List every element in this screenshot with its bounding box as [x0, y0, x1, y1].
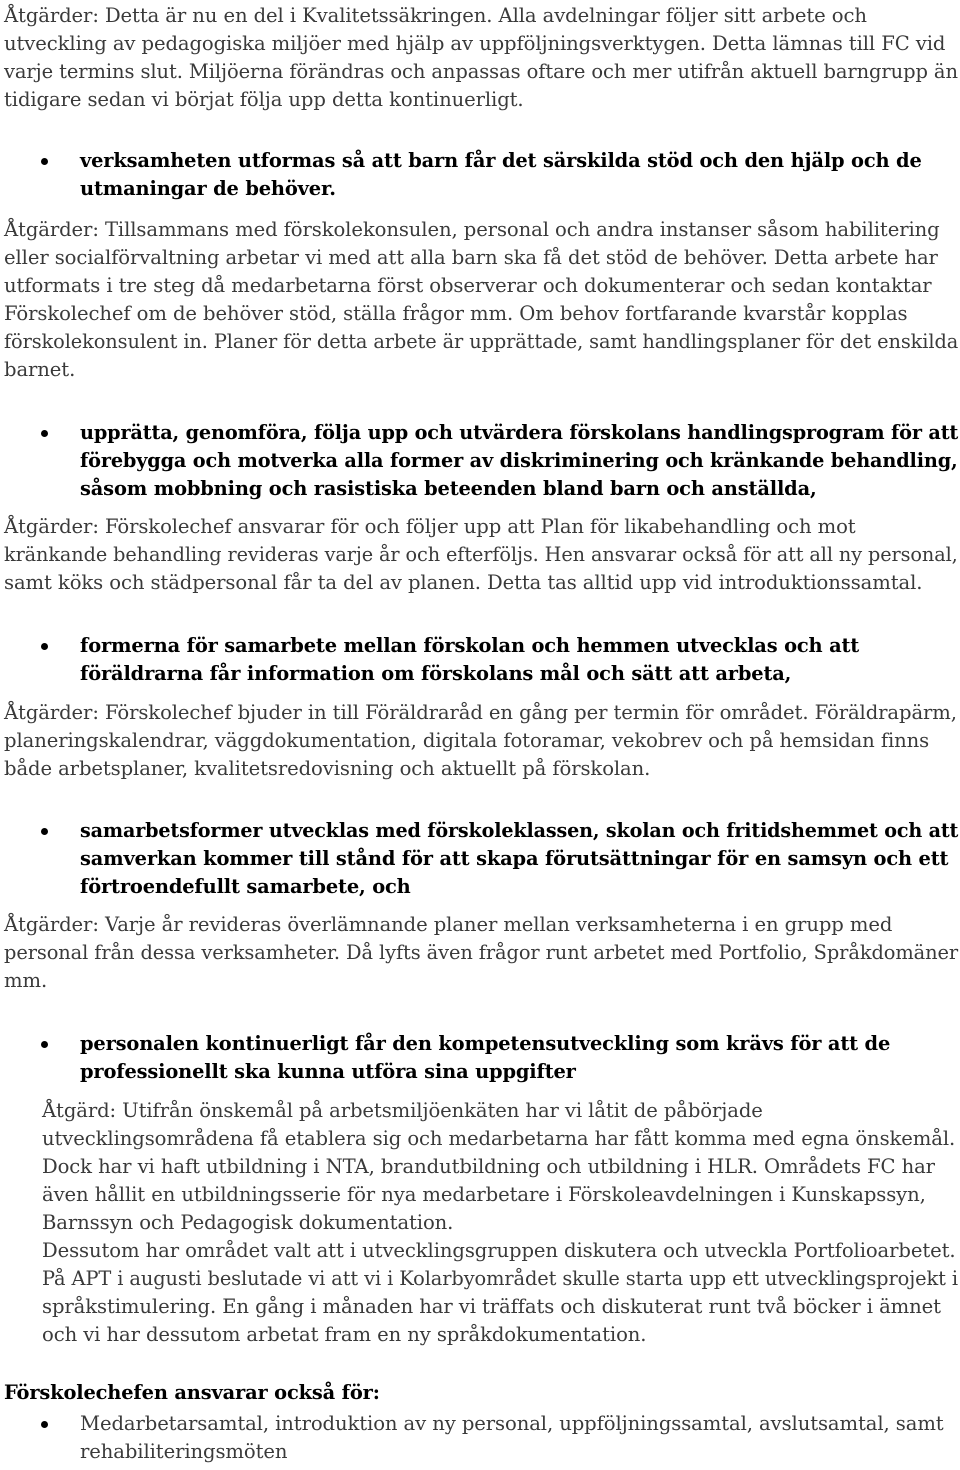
body-line: även hållit en utbildningsserie för nya medarbetare i Förskoleavdelningen i Kunskapssyn, — [42, 1183, 926, 1206]
body-line: språkstimulering. En gång i månaden har vi träffats och diskuterat runt två böcker i ämnet — [42, 1295, 941, 1318]
bullet-icon — [41, 430, 48, 437]
section-heading-line: formerna för samarbete mellan förskolan och hemmen utvecklas och att — [80, 634, 860, 657]
body-line: Åtgärder: Förskolechef ansvarar för och följer upp att Plan för likabehandling och mot — [4, 515, 856, 538]
intro-line: tidigare sedan vi börjat följa upp detta kontinuerligt. — [4, 88, 524, 111]
body-line: Dessutom har området valt att i utvecklingsgruppen diskutera och utveckla Portfolioarbetet. — [42, 1239, 956, 1262]
section-heading-line: utmaningar de behöver. — [80, 177, 336, 200]
section-heading-line: upprätta, genomföra, följa upp och utvärdera förskolans handlingsprogram för att — [80, 421, 959, 444]
body-line: barnet. — [4, 358, 76, 381]
body-line: Åtgärder: Varje år revideras överlämnande planer mellan verksamheterna i en grupp med — [4, 913, 893, 936]
body-line: På APT i augusti beslutade vi att vi i Kolarbyområdet skulle starta upp ett utvecklingsprojekt i — [42, 1267, 958, 1290]
body-line: mm. — [4, 969, 48, 992]
body-line: Förskolechef om de behöver stöd, ställa frågor mm. Om behov fortfarande kvarstår kopplas — [4, 302, 908, 325]
bullet-icon — [41, 158, 48, 165]
bullet-icon — [41, 1421, 48, 1428]
section-heading-line: förtroendefullt samarbete, och — [80, 875, 411, 898]
section-heading-line: personalen kontinuerligt får den kompetensutveckling som krävs för att de — [80, 1032, 891, 1055]
section-heading-line: verksamheten utformas så att barn får det särskilda stöd och den hjälp och de — [80, 149, 922, 172]
body-line: personal från dessa verksamheter. Då lyfts även frågor runt arbetet med Portfolio, Språkdomäner — [4, 941, 959, 964]
body-line: utformats i tre steg då medarbetarna först observerar och dokumenterar och sedan kontaktar — [4, 274, 932, 297]
intro-line: Åtgärder: Detta är nu en del i Kvalitetssäkringen. Alla avdelningar följer sitt arbete och — [4, 4, 867, 27]
section-heading-line: föräldrarna får information om förskolans mål och sätt att arbeta, — [80, 662, 792, 685]
bullet-icon — [41, 1041, 48, 1048]
body-line: kränkande behandling revideras varje år och efterföljs. Hen ansvarar också för att all ny personal, — [4, 543, 958, 566]
body-line: planeringskalendrar, väggdokumentation, digitala fotoramar, vekobrev och på hemsidan finns — [4, 729, 930, 752]
bullet-icon — [41, 828, 48, 835]
intro-line: utveckling av pedagogiska miljöer med hjälp av uppföljningsverktygen. Detta lämnas till FC vid — [4, 32, 946, 55]
bullet-icon — [41, 643, 48, 650]
body-line: Åtgärder: Förskolechef bjuder in till Föräldraråd en gång per termin för området. Föräldrapärm, — [4, 701, 957, 724]
body-line: utvecklingsområdena få etablera sig och medarbetarna har fått komma med egna önskemål. — [42, 1127, 956, 1150]
body-line: Dock har vi haft utbildning i NTA, brandutbildning och utbildning i HLR. Områdets FC har — [42, 1155, 935, 1178]
body-line: Åtgärder: Tillsammans med förskolekonsulen, personal och andra instanser såsom habilitering — [4, 218, 940, 241]
intro-line: varje termins slut. Miljöerna förändras och anpassas oftare och mer utifrån aktuell barngrupp än — [4, 60, 958, 83]
body-line: Barnssyn och Pedagogisk dokumentation. — [42, 1211, 454, 1234]
body-line: eller socialförvaltning arbetar vi med att alla barn ska få det stöd de behöver. Detta arbete har — [4, 246, 938, 269]
footer-bullet-line: Medarbetarsamtal, introduktion av ny personal, uppföljningssamtal, avslutsamtal, samt — [80, 1412, 944, 1435]
footer-heading: Förskolechefen ansvarar också för: — [4, 1381, 380, 1404]
section-heading-line: förebygga och motverka alla former av diskriminering och kränkande behandling, — [80, 449, 958, 472]
section-heading-line: såsom mobbning och rasistiska beteenden bland barn och anställda, — [80, 477, 817, 500]
body-line: Åtgärd: Utifrån önskemål på arbetsmiljöenkäten har vi låtit de påbörjade — [42, 1099, 763, 1122]
section-heading-line: professionellt ska kunna utföra sina uppgifter — [80, 1060, 576, 1083]
body-line: och vi har dessutom arbetat fram en ny språkdokumentation. — [42, 1323, 647, 1346]
section-heading-line: samverkan kommer till stånd för att skapa förutsättningar för en samsyn och ett — [80, 847, 949, 870]
body-line: förskolekonsulent in. Planer för detta arbete är upprättade, samt handlingsplaner för det enskilda — [4, 330, 959, 353]
footer-bullet-line: rehabiliteringsmöten — [80, 1440, 288, 1463]
body-line: både arbetsplaner, kvalitetsredovisning och aktuellt på förskolan. — [4, 757, 651, 780]
section-heading-line: samarbetsformer utvecklas med förskoleklassen, skolan och fritidshemmet och att — [80, 819, 959, 842]
body-line: samt köks och städpersonal får ta del av planen. Detta tas alltid upp vid introduktionssamtal. — [4, 571, 923, 594]
